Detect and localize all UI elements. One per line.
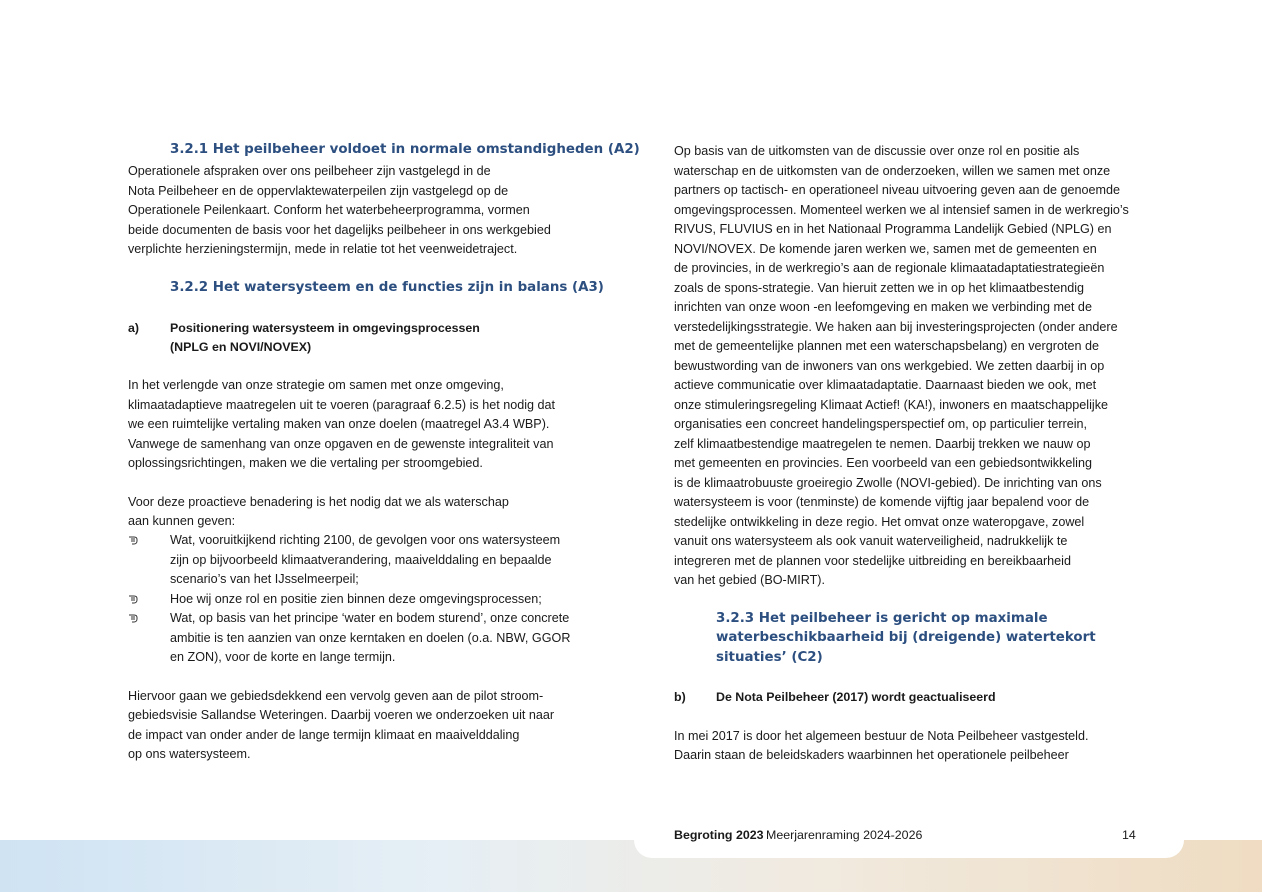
paragraph-line: met de gemeentelijke plannen met een waterschapsbelang) en vergroten de <box>674 339 1099 353</box>
paragraph-line: watersysteem is voor (tenminste) de komende vijftig jaar bepalend voor de <box>674 495 1090 509</box>
paragraph-line: de provincies, in de werkregio’s aan de regionale klimaatadaptatiestrategieën <box>674 261 1105 275</box>
paragraph-line: bewustwording van de inwoners van ons werkgebied. We zetten daarbij in op <box>674 359 1105 373</box>
subsection-title-a: (NPLG en NOVI/NOVEX) <box>170 340 312 354</box>
paragraph-line: inrichten van onze woon -en leefomgeving en maken we verbinding met de <box>674 300 1092 314</box>
section-heading-3-2-3: waterbeschikbaarheid bij (dreigende) watertekort <box>716 630 1096 645</box>
paragraph-line: NOVI/NOVEX. De komende jaren werken we, samen met de gemeenten en <box>674 242 1097 256</box>
section-heading-3-2-2: 3.2.2 Het watersysteem en de functies zijn in balans (A3) <box>170 280 604 295</box>
paragraph-line: actieve communicatie over klimaatadaptatie. Daarnaast bieden we ook, met <box>674 378 1097 392</box>
paragraph-line: verplichte herzieningstermijn, mede in relatie tot het veenweidetraject. <box>128 242 518 256</box>
subsection-title-a: Positionering watersysteem in omgevingsprocessen <box>170 321 480 335</box>
paragraph-line: Operationele afspraken over ons peilbeheer zijn vastgelegd in de <box>128 164 491 178</box>
bullet-line: Wat, vooruitkijkend richting 2100, de gevolgen voor ons watersysteem <box>170 533 561 547</box>
paragraph-line: Hiervoor gaan we gebiedsdekkend een vervolg geven aan de pilot stroom- <box>128 689 544 703</box>
paragraph-line: verstedelijkingsstrategie. We haken aan bij investeringsprojecten (onder andere <box>674 320 1118 334</box>
paragraph-line: gebiedsvisie Sallandse Weteringen. Daarbij voeren we onderzoeken uit naar <box>128 708 555 722</box>
bullet-line: scenario’s van het IJsselmeerpeil; <box>170 572 359 586</box>
bullet-line: Wat, op basis van het principe ‘water en bodem sturend’, onze concrete <box>170 611 570 625</box>
paragraph-line: klimaatadaptieve maatregelen uit te voeren (paragraaf 6.2.5) is het nodig dat <box>128 398 556 412</box>
paragraph-line: is de klimaatrobuuste groeiregio Zwolle (NOVI-gebied). De inrichting van ons <box>674 476 1102 490</box>
subsection-title-b: De Nota Peilbeheer (2017) wordt geactualiseerd <box>716 690 996 704</box>
bullet-line: en ZON), voor de korte en lange termijn. <box>170 650 396 664</box>
paragraph-line: zelf klimaatbestendige maatregelen te nemen. Daarbij trekken we nauw op <box>674 437 1091 451</box>
paragraph-line: RIVUS, FLUVIUS en in het Nationaal Programma Landelijk Gebied (NPLG) en <box>674 222 1112 236</box>
paragraph-line: partners op tactisch- en operationeel niveau uitvoering geven aan de genoemde <box>674 183 1120 197</box>
footer-document-title: Begroting 2023 <box>674 828 764 842</box>
paragraph-line: aan kunnen geven: <box>128 514 236 528</box>
paragraph-line: omgevingsprocessen. Momenteel werken we al intensief samen in de werkregio’s <box>674 203 1129 217</box>
footer-document-subtitle: Meerjarenraming 2024-2026 <box>766 828 923 842</box>
paragraph-line: onze stimuleringsregeling Klimaat Actief! (KA!), inwoners en maatschappelijke <box>674 398 1108 412</box>
hand-pointer-icon <box>128 612 140 624</box>
paragraph-line: waterschap en de uitkomsten van de onderzoeken, willen we samen met onze <box>674 164 1111 178</box>
paragraph-line: zoals de spons-strategie. Van hieruit zetten we in op het klimaatbestendig <box>674 281 1085 295</box>
paragraph-line: de impact van onder ander de lange termijn klimaat en maaivelddaling <box>128 728 520 742</box>
paragraph-line: oplossingsrichtingen, maken we die vertaling per stroomgebied. <box>128 456 483 470</box>
page-number: 14 <box>1122 828 1136 842</box>
paragraph-line: Nota Peilbeheer en de oppervlaktewaterpeilen zijn vastgelegd op de <box>128 184 509 198</box>
paragraph-line: Voor deze proactieve benadering is het nodig dat we als waterschap <box>128 495 509 509</box>
section-heading-3-2-1: 3.2.1 Het peilbeheer voldoet in normale omstandigheden (A2) <box>170 142 640 157</box>
paragraph-line: met gemeenten en provincies. Een voorbeeld van een gebiedsontwikkeling <box>674 456 1092 470</box>
paragraph-line: Daarin staan de beleidskaders waarbinnen het operationele peilbeheer <box>674 748 1069 762</box>
paragraph-line: Vanwege de samenhang van onze opgaven en de gewenste integraliteit van <box>128 437 554 451</box>
paragraph-line: we een ruimtelijke vertaling maken van onze doelen (maatregel A3.4 WBP). <box>128 417 550 431</box>
section-heading-3-2-3: 3.2.3 Het peilbeheer is gericht op maximale <box>716 611 1048 626</box>
paragraph-line: van het gebied (BO-MIRT). <box>674 573 825 587</box>
paragraph-line: In mei 2017 is door het algemeen bestuur de Nota Peilbeheer vastgesteld. <box>674 729 1089 743</box>
hand-pointer-icon <box>128 593 140 605</box>
bullet-line: zijn op bijvoorbeeld klimaatverandering, maaivelddaling en bepaalde <box>170 553 552 567</box>
paragraph-line: Operationele Peilenkaart. Conform het waterbeheerprogramma, vormen <box>128 203 530 217</box>
subsection-marker-b: b) <box>674 690 686 704</box>
bullet-line: Hoe wij onze rol en positie zien binnen deze omgevingsprocessen; <box>170 592 542 606</box>
paragraph-line: beide documenten de basis voor het dagelijks peilbeheer in ons werkgebied <box>128 223 551 237</box>
paragraph-line: stedelijke ontwikkeling in deze regio. Het omvat onze wateropgave, zowel <box>674 515 1085 529</box>
paragraph-line: integreren met de plannen voor stedelijke uitbreiding en bereikbaarheid <box>674 554 1071 568</box>
paragraph-line: vanuit ons watersysteem als ook vanuit waterveiligheid, nadrukkelijk te <box>674 534 1068 548</box>
paragraph-line: op ons watersysteem. <box>128 747 251 761</box>
hand-pointer-icon <box>128 534 140 546</box>
paragraph-line: organisaties een concreet handelingsperspectief om, op particulier terrein, <box>674 417 1088 431</box>
bullet-line: ambitie is ten aanzien van onze kerntaken en doelen (o.a. NBW, GGOR <box>170 631 571 645</box>
paragraph-line: Op basis van de uitkomsten van de discussie over onze rol en positie als <box>674 144 1080 158</box>
section-heading-3-2-3: situaties’ (C2) <box>716 650 823 665</box>
paragraph-line: In het verlengde van onze strategie om samen met onze omgeving, <box>128 378 504 392</box>
subsection-marker-a: a) <box>128 321 140 335</box>
